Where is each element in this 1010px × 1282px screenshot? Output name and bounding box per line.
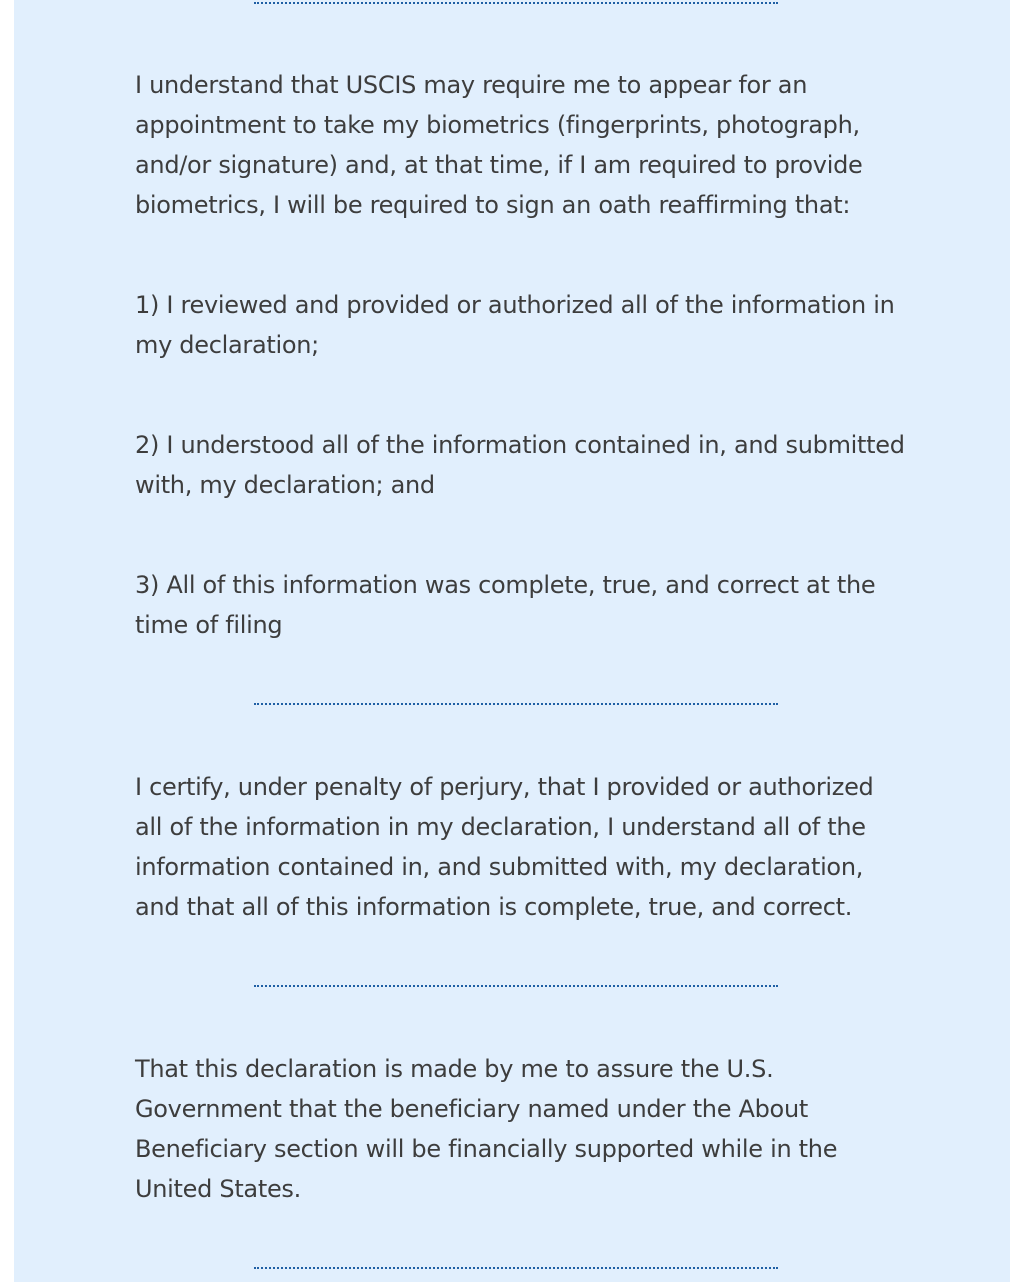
section-divider [254, 2, 778, 4]
biometrics-intro-text: I understand that USCIS may require me to appear for an appointment to take my biometrics (fingerprints, photograph, and/or signature) and, at that time, if I am required to provide biometrics, I will be required to sign an oath reaffirming that: [135, 71, 863, 219]
support-statement-text: That this declaration is made by me to assure the U.S. Government that the beneficiary named under the About Beneficiary section will be financially supported while in the United States. [135, 1055, 838, 1203]
oath-item-2: 2) I understood all of the information contained in, and submitted with, my declaration; and [135, 431, 905, 499]
section-divider [254, 1267, 778, 1269]
oath-item-3: 3) All of this information was complete, true, and correct at the time of filing [135, 571, 876, 639]
section-divider [254, 703, 778, 705]
certification-text: I certify, under penalty of perjury, that I provided or authorized all of the information in my declaration, I understand all of the information contained in, and submitted with, my declaration, and that all of this information is complete, true, and correct. [135, 773, 874, 921]
oath-item-1: 1) I reviewed and provided or authorized all of the information in my declaration; [135, 291, 895, 359]
section-divider [254, 985, 778, 987]
